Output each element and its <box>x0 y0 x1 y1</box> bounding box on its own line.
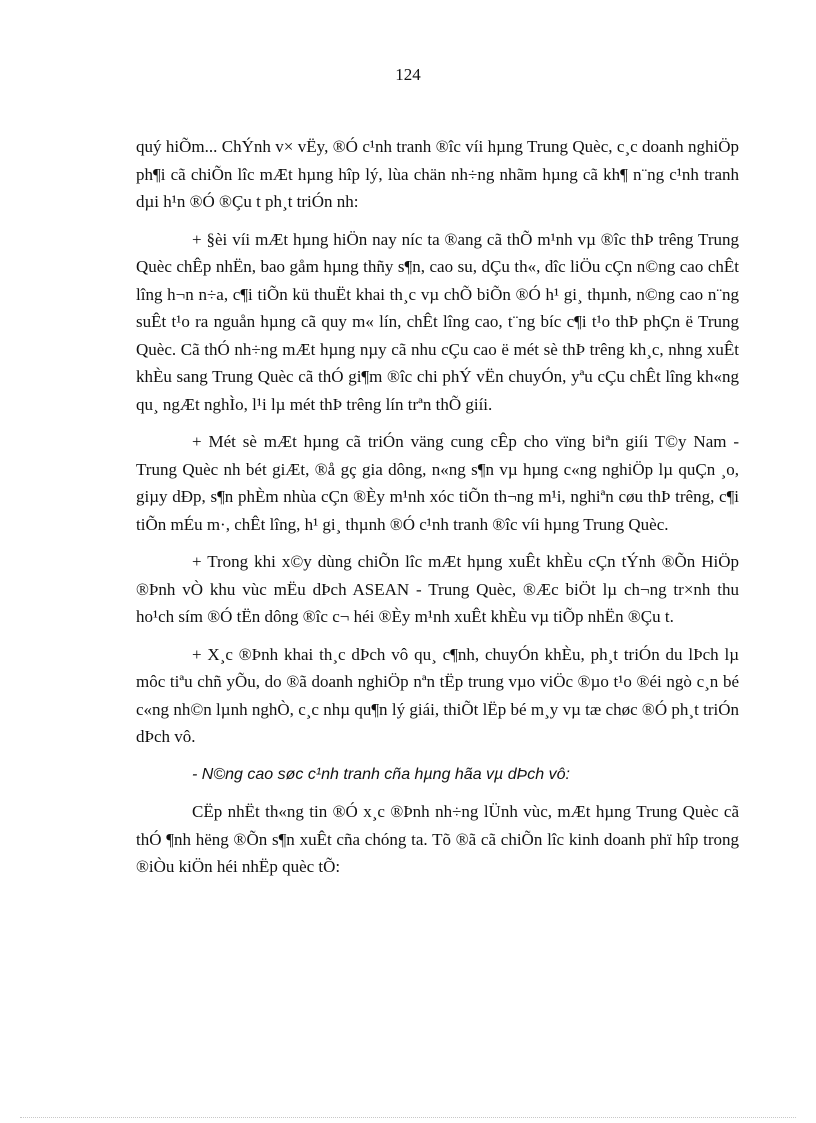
paragraph-border-supply: + Mét sè mÆt hµng cã triÓn väng cung cÊp cho vïng biªn giíi T©y Nam - Trung Quèc nh bét giÆt, ®å gç gia dông, n«ng s¶n vµ hµng c«ng nghiÖp lµ quÇn ¸o, giµy dÐp, s¶n phÈm nhùa cÇn ®Èy m¹nh xóc tiÕn th¬ng m¹i, nghiªn cøu thÞ trêng, c¶i tiÕn mÉu m·, chÊt lîng, h¹ gi¸ thµnh ®Ó c¹nh tranh ®îc víi hµng Trung Quèc. <box>136 432 739 534</box>
section-heading: - N©ng cao søc c¹nh tranh cña hµng hãa vµ dÞch vô: <box>192 765 570 783</box>
paragraph-transit-services: + X¸c ®Þnh khai th¸c dÞch vô qu¸ c¶nh, chuyÓn khÈu, ph¸t triÓn du lÞch lµ môc tiªu chñ yÕu, do ®ã doanh nghiÖp nªn tËp trung vµo viÖc ®µo t¹o ®éi ngò c¸n bé c«ng nh©n lµnh nghÒ, c¸c nhµ qu¶n lý giái, thiÕt lËp bé m¸y vµ tæ chøc ®Ó ph¸t triÓn dÞch vô. <box>136 644 739 746</box>
paragraph-asean-agreement: + Trong khi x©y dùng chiÕn lîc mÆt hµng xuÊt khÈu cÇn tÝnh ®Õn HiÖp ®Þnh vÒ khu vùc mËu dÞch ASEAN - Trung Quèc, ®Æc biÖt lµ ch¬ng tr×nh thu ho¹ch sím ®Ó tËn dông ®îc c¬ héi ®Èy m¹nh xuÊt khÈu vµ tiÕp nhËn ®Çu t. <box>136 552 739 626</box>
document-body <box>136 133 739 881</box>
paragraph-information-update: CËp nhËt th«ng tin ®Ó x¸c ®Þnh nh÷ng lÜnh vùc, mÆt hµng Trung Quèc cã thÓ ¶nh hëng ®Õn s¶n xuÊt cña chóng ta. Tõ ®ã cã chiÕn lîc kinh doanh phï hîp trong ®iÒu kiÖn héi nhËp quèc tÕ: <box>136 802 739 876</box>
page-number: 124 <box>395 65 421 84</box>
paragraph-intro: quý hiÕm... ChÝnh v× vËy, ®Ó c¹nh tranh ®îc víi hµng Trung Quèc, c¸c doanh nghiÖp ph¶i cã chiÕn lîc mÆt hµng hîp lý, lùa chän nh÷ng nhãm hµng cã kh¶ n¨ng c¹nh tranh dµi h¹n ®Ó ®Çu t ph¸t triÓn nh: <box>136 137 739 211</box>
page-bottom-divider <box>20 1117 796 1118</box>
paragraph-competitive-products: + §èi víi mÆt hµng hiÖn nay níc ta ®ang cã thÕ m¹nh vµ ®îc thÞ trêng Trung Quèc chÊp nhËn, bao gåm hµng thñy s¶n, cao su, dÇu th«, dîc liÖu cÇn n©ng cao chÊt lîng h¬n n÷a, c¶i tiÕn kü thuËt khai th¸c vµ chÕ biÕn ®Ó h¹ gi¸ thµnh, n©ng cao n¨ng suÊt t¹o ra nguån hµng cã quy m« lín, chÊt lîng cao, t¨ng bíc c¶i t¹o thÞ phÇn ë Trung Quèc. Cã thÓ nh÷ng mÆt hµng nµy cã nhu cÇu cao ë mét sè thÞ trêng kh¸c, nhng xuÊt khÈu sang Trung Quèc cã thÓ gi¶m ®îc chi phÝ vËn chuyÓn, yªu cÇu chÊt lîng kh«ng qu¸ ngÆt nghÌo, l¹i lµ mét thÞ trêng lín trªn thÕ giíi. <box>136 229 739 414</box>
